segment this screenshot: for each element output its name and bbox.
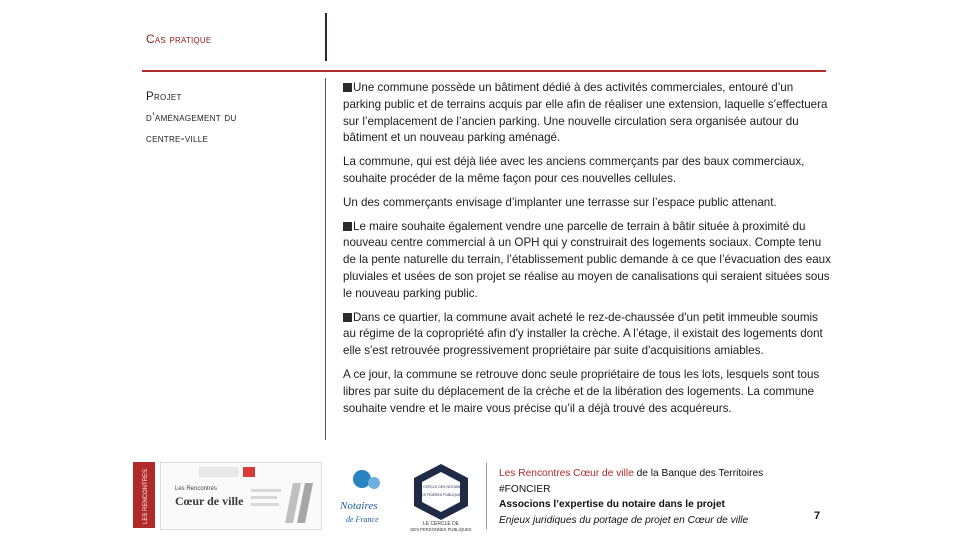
paragraph-2: La commune, qui est déjà liée avec les anciens commerçants par des baux commerciaux, souhaite procéder de la même façon pour ces nouvelles cellules. xyxy=(343,155,805,185)
cercle-caption-2: DES PERSONNES PUBLIQUES xyxy=(410,527,472,532)
footer-text xyxy=(499,466,799,528)
notaires-name: Notaires xyxy=(340,500,378,512)
logo-cercle-notaires xyxy=(410,462,472,532)
bullet-icon xyxy=(343,313,352,322)
header-divider xyxy=(325,13,327,61)
bullet-icon xyxy=(343,83,352,92)
sidebar-title-line-1: Projet xyxy=(146,91,182,103)
coeur-title: Les Rencontres xyxy=(175,486,218,492)
header-rule xyxy=(142,70,826,72)
logo-notaires-de-france xyxy=(336,465,400,531)
footer-line-4: Enjeux juridiques du portage de projet en Cœur de ville xyxy=(499,514,749,526)
footer-line-2: #FONCIER xyxy=(499,483,551,495)
coeur-name: Cœur de ville xyxy=(175,494,244,508)
footer-line-3: Associons l’expertise du notaire dans le projet xyxy=(499,499,725,510)
rencontres-vertical-icon xyxy=(133,462,155,528)
paragraph-3: Un des commerçants envisage d’implanter une terrasse sur l’espace public attenant. xyxy=(343,195,777,209)
cercle-caption-1: LE CERCLE DE xyxy=(422,521,460,527)
sidebar-title xyxy=(146,87,316,150)
bullet-icon xyxy=(343,222,352,231)
notaires-sub: de France xyxy=(346,515,379,524)
paragraph-6: A ce jour, la commune se retrouve donc seule propriétaire de tous les lots, lesquels sont tous libres par suite du déplacement de la crèche et de la libération des logements. La commune souhaite vendre et le maire vous précise qu’il a déjà trouvé des acquéreurs. xyxy=(343,367,820,415)
paragraph-5: Dans ce quartier, la commune avait acheté le rez-de-chaussée d'un petit immeuble soumis au régime de la copropriété afin d'y installer la crèche. A l’étage, il existait des logements dont elle s'est retrouvée progressivement propriétaire par suite d'acquisitions amiables. xyxy=(343,310,823,358)
logo-coeur-de-ville xyxy=(160,462,322,530)
footer-line-1: Les Rencontres Cœur de ville de la Banque des Territoires xyxy=(499,468,764,479)
page-number: 7 xyxy=(814,510,821,522)
logo-rencontres-banner xyxy=(133,462,155,528)
footer-divider xyxy=(486,463,487,529)
case-body xyxy=(343,80,831,424)
cercle-sub: DES FIDÈRES PUBLIQUES xyxy=(418,493,464,497)
vertical-text: LES RENCONTRES xyxy=(143,468,149,524)
paragraph-1: Une commune possède un bâtiment dédié à des activités commerciales, entouré d’un parking public et de terrains acquis par elle afin de réaliser une extension, laquelle s’effectuera sur l’emplacement de l’ancien parking. Une nouvelle circulation sera organisée autour du bâtiment et un nouveau parking aménagé. xyxy=(343,81,828,145)
paragraph-4: Le maire souhaite également vendre une parcelle de terrain à bâtir située à proximité du nouveau centre commercial à un OPH qui y construirait des logements sociaux. Compte tenu de la pente naturelle du terrain, l’établissement public demande à ce que l’évacuation des eaux pluviales et usées de son projet se réalise au moyen de canalisations qui seraient situées sous le nouveau parking public. xyxy=(343,219,831,300)
sidebar-title-line-3: centre-ville xyxy=(146,133,209,145)
sidebar-title-line-2: d’aménagement du xyxy=(146,112,237,124)
content-divider xyxy=(325,78,326,440)
section-label: Cas pratique xyxy=(146,32,212,46)
notaires-emblem-icon xyxy=(353,470,371,488)
cercle-text: LE CERCLE DES NOTAIRES xyxy=(417,485,465,489)
